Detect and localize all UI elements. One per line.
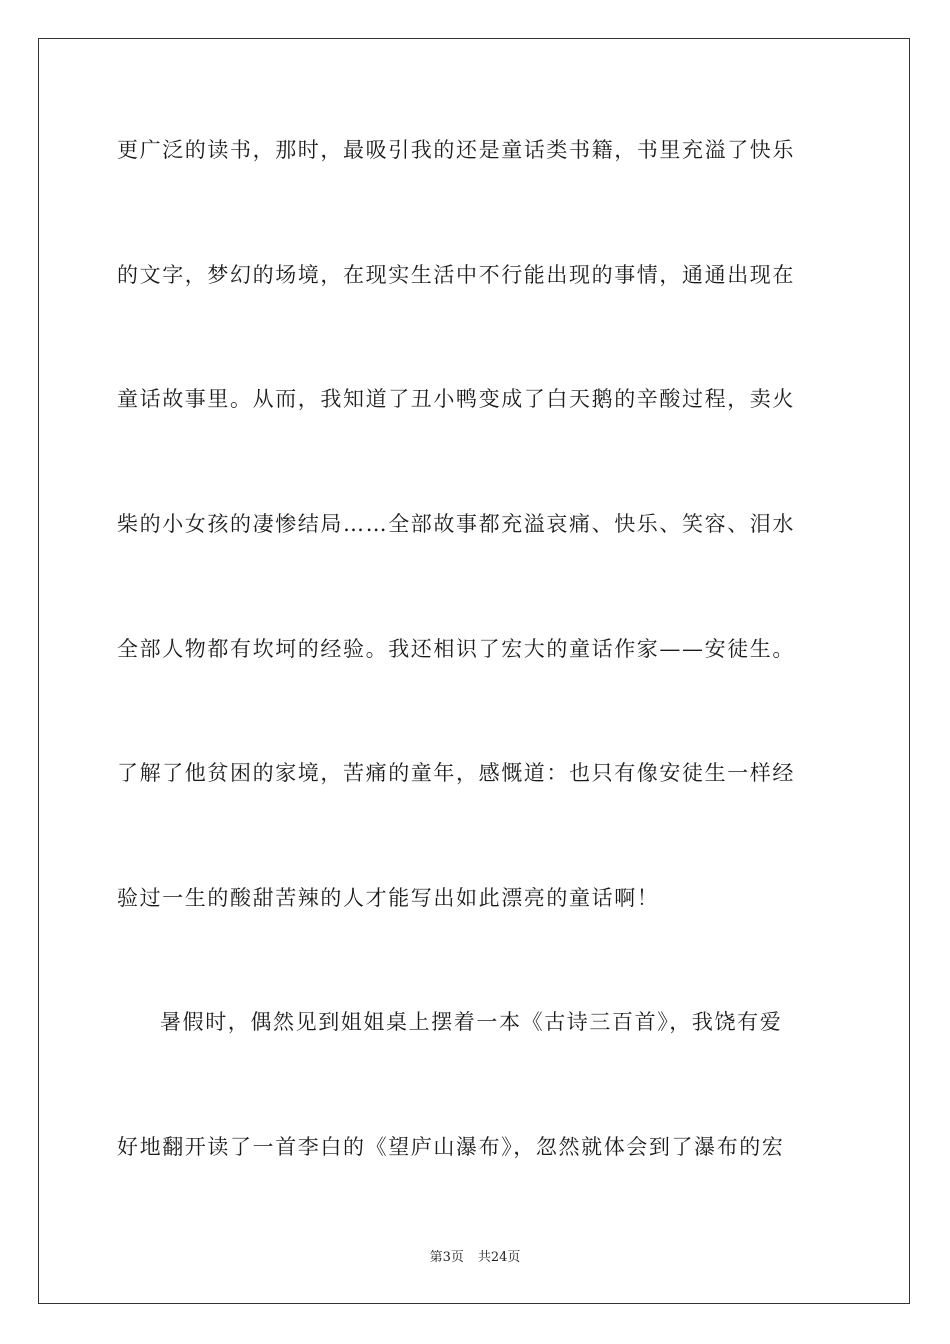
body-line-2: 的文字，梦幻的场境，在现实生活中不行能出现的事情，通通出现在 (117, 263, 795, 287)
body-line-7: 验过一生的酸甜苦辣的人才能写出如此漂亮的童话啊！ (117, 886, 660, 910)
body-line-4: 柴的小女孩的凄惨结局……全部故事都充溢哀痛、快乐、笑容、泪水 (117, 512, 795, 536)
body-line-6: 了解了他贫困的家境，苦痛的童年，感慨道：也只有像安徒生一样经 (117, 761, 795, 785)
page-number: 第3页 (429, 1250, 464, 1265)
page-border (38, 38, 910, 1304)
body-line-8: 暑假时，偶然见到姐姐桌上摆着一本《古诗三百首》，我饶有爱 (160, 1010, 783, 1034)
body-line-3: 童话故事里。从而，我知道了丑小鸭变成了白天鹅的辛酸过程，卖火 (117, 387, 795, 411)
body-line-5: 全部人物都有坎坷的经验。我还相识了宏大的童话作家——安徒生。 (117, 637, 795, 661)
page-total: 共24页 (477, 1250, 521, 1265)
body-line-9: 好地翻开读了一首李白的《望庐山瀑布》，忽然就体会到了瀑布的宏 (117, 1135, 785, 1159)
body-line-1: 更广泛的读书，那时，最吸引我的还是童话类书籍，书里充溢了快乐 (117, 138, 795, 162)
page-footer (0, 1246, 950, 1265)
